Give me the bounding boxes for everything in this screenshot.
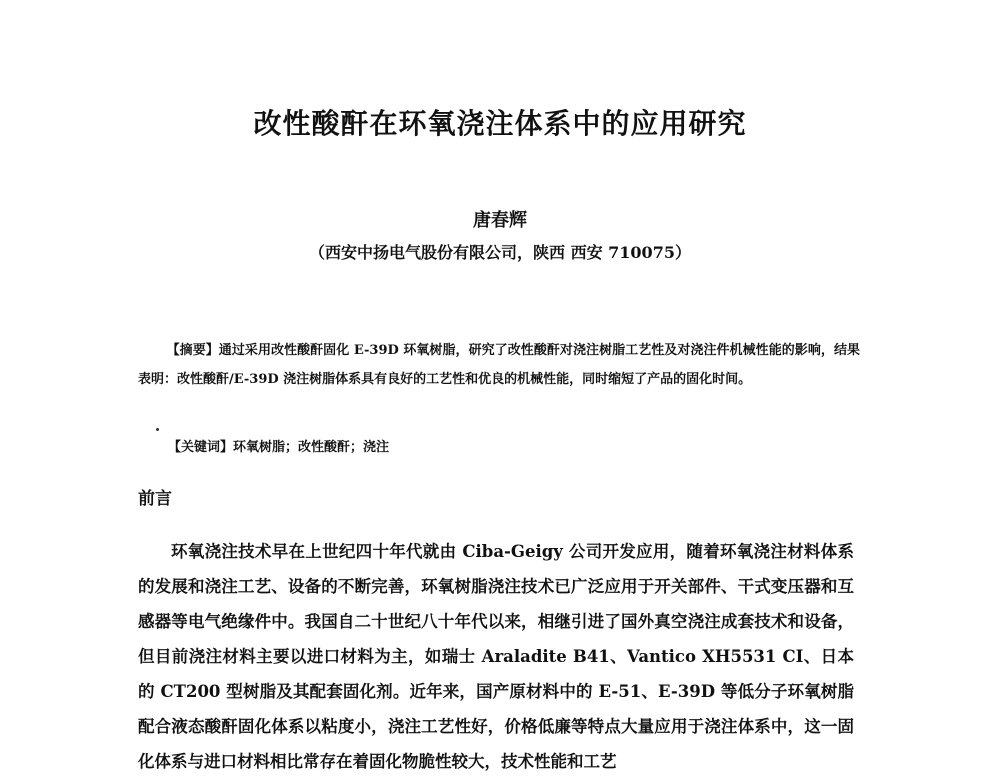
author-name: 唐春辉	[473, 210, 527, 231]
keywords-text: 环氧树脂；改性酸酐；浇注	[233, 440, 390, 455]
abstract	[138, 336, 860, 394]
abstract-text: 通过采用改性酸酐固化 E-39D 环氧树脂，研究了改性酸酐对浇注树脂工艺性及对浇注件机械性能的影响，结果表明：改性酸酐/E-39D 浇注树脂体系具有良好的工艺性和优良的机械性能，同时缩短了产品的固化时间。	[138, 343, 860, 387]
body-paragraph: 环氧浇注技术早在上世纪四十年代就由 Ciba-Geigy 公司开发应用，随着环氧浇注材料体系的发展和浇注工艺、设备的不断完善，环氧树脂浇注技术已广泛应用于开关部件、干式变压器和互感器等电气绝缘件中。我国自二十世纪八十年代以来，相继引进了国外真空浇注成套技术和设备，但目前浇注材料主要以进口材料为主，如瑞士 Araladite B41、Vantico XH5531 CI、日本的 CT200 型树脂及其配套固化剂。近年来，国产原材料中的 E-51、E-39D 等低分子环氧树脂配合液态酸酐固化体系以粘度小，浇注工艺性好，价格低廉等特点大量应用于浇注体系中，这一固化体系与进口材料相比常存在着固化物脆性较大，技术性能和工艺	[138, 542, 854, 771]
stray-dot-mark	[156, 428, 159, 431]
author-affiliation: （西安中扬电气股份有限公司，陕西 西安 710075）	[309, 243, 691, 262]
keywords	[168, 436, 389, 455]
keywords-label: 【关键词】	[168, 440, 234, 455]
paper-title: 改性酸酐在环氧浇注体系中的应用研究	[253, 107, 747, 140]
abstract-label: 【摘要】	[166, 343, 219, 358]
section-heading-introduction: 前言	[138, 489, 172, 509]
